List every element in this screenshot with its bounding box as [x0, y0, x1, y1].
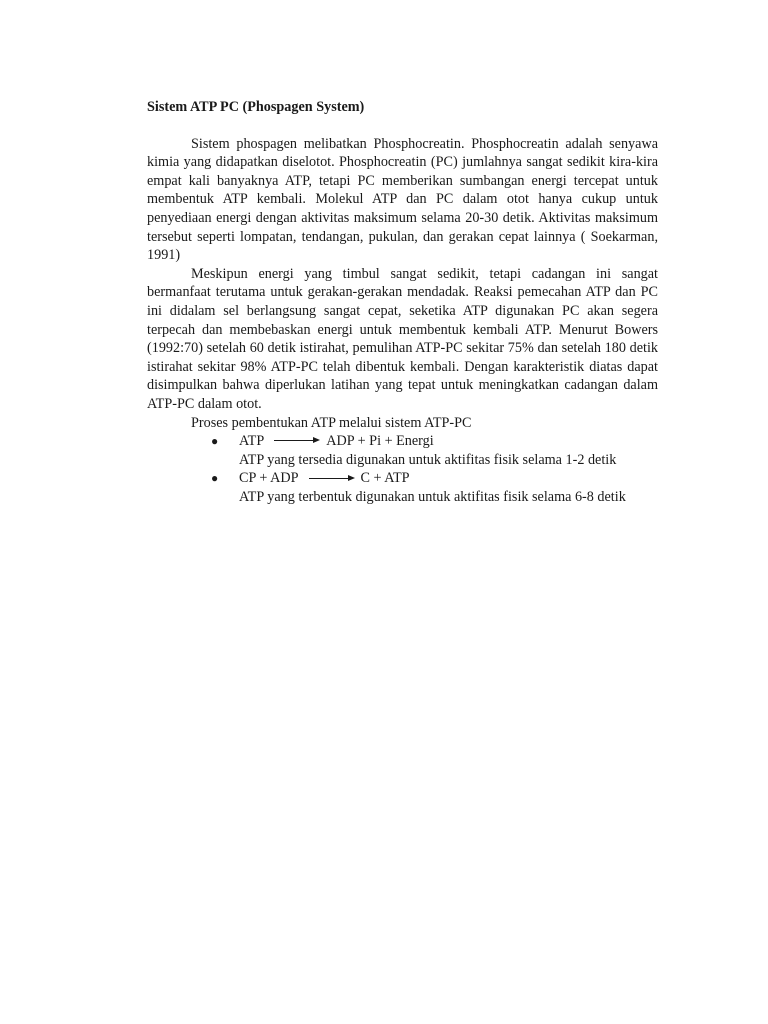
reaction-item	[211, 469, 658, 506]
bullet-icon: ●	[211, 471, 219, 486]
reaction-description: ATP yang tersedia digunakan untuk aktifitas fisik selama 1-2 detik	[239, 451, 617, 468]
paragraph-2: Meskipun energi yang timbul sangat sedikit, tetapi cadangan ini sangat bermanfaat terutama untuk gerakan-gerakan mendadak. Reaksi pemecahan ATP dan PC ini didalam sel berlangsung sangat cepat, seketika ATP digunakan PC akan segera terpecah dan membebaskan energi untuk membentuk kembali ATP. Menurut Bowers (1992:70) setelah 60 detik istirahat, pemulihan ATP-PC sekitar 75% dan setelah 180 detik istirahat sekitar 98% ATP-PC telah dibentuk kembali. Dengan karakteristik diatas dapat disimpulkan bahwa diperlukan latihan yang tepat untuk meningkatkan cadangan dalam ATP-PC dalam otot.	[147, 265, 658, 412]
bullet-icon: ●	[211, 434, 219, 449]
reaction-product: ADP + Pi + Energi	[326, 433, 434, 450]
reaction-description: ATP yang terbentuk digunakan untuk aktifitas fisik selama 6-8 detik	[239, 488, 626, 505]
reaction-product: C + ATP	[360, 470, 410, 487]
right-arrow-icon	[274, 436, 320, 446]
document-title: Sistem ATP PC (Phospagen System)	[147, 99, 365, 115]
reaction-reactant: CP + ADP	[239, 470, 299, 487]
reaction-equation	[239, 432, 658, 451]
process-intro: Proses pembentukan ATP melalui sistem ATP-PC	[191, 414, 472, 431]
reaction-item	[211, 432, 658, 469]
reaction-reactant: ATP	[239, 433, 265, 450]
reaction-equation	[239, 469, 658, 488]
paragraph-1: Sistem phospagen melibatkan Phosphocreatin. Phosphocreatin adalah senyawa kimia yang didapatkan diselotot. Phosphocreatin (PC) jumlahnya sangat sedikit kira-kira empat kali banyaknya ATP, tetapi PC memberikan sumbangan energi tercepat untuk membentuk ATP kembali. Molekul ATP dan PC dalam otot hanya cukup untuk penyediaan energi dengan aktivitas maksimum selama 20-30 detik. Aktivitas maksimum tersebut seperti lompatan, tendangan, pukulan, dan gerakan cepat lainnya ( Soekarman, 1991)	[147, 135, 658, 264]
document-page	[147, 98, 658, 506]
right-arrow-icon	[309, 474, 355, 484]
reaction-list	[147, 432, 658, 506]
